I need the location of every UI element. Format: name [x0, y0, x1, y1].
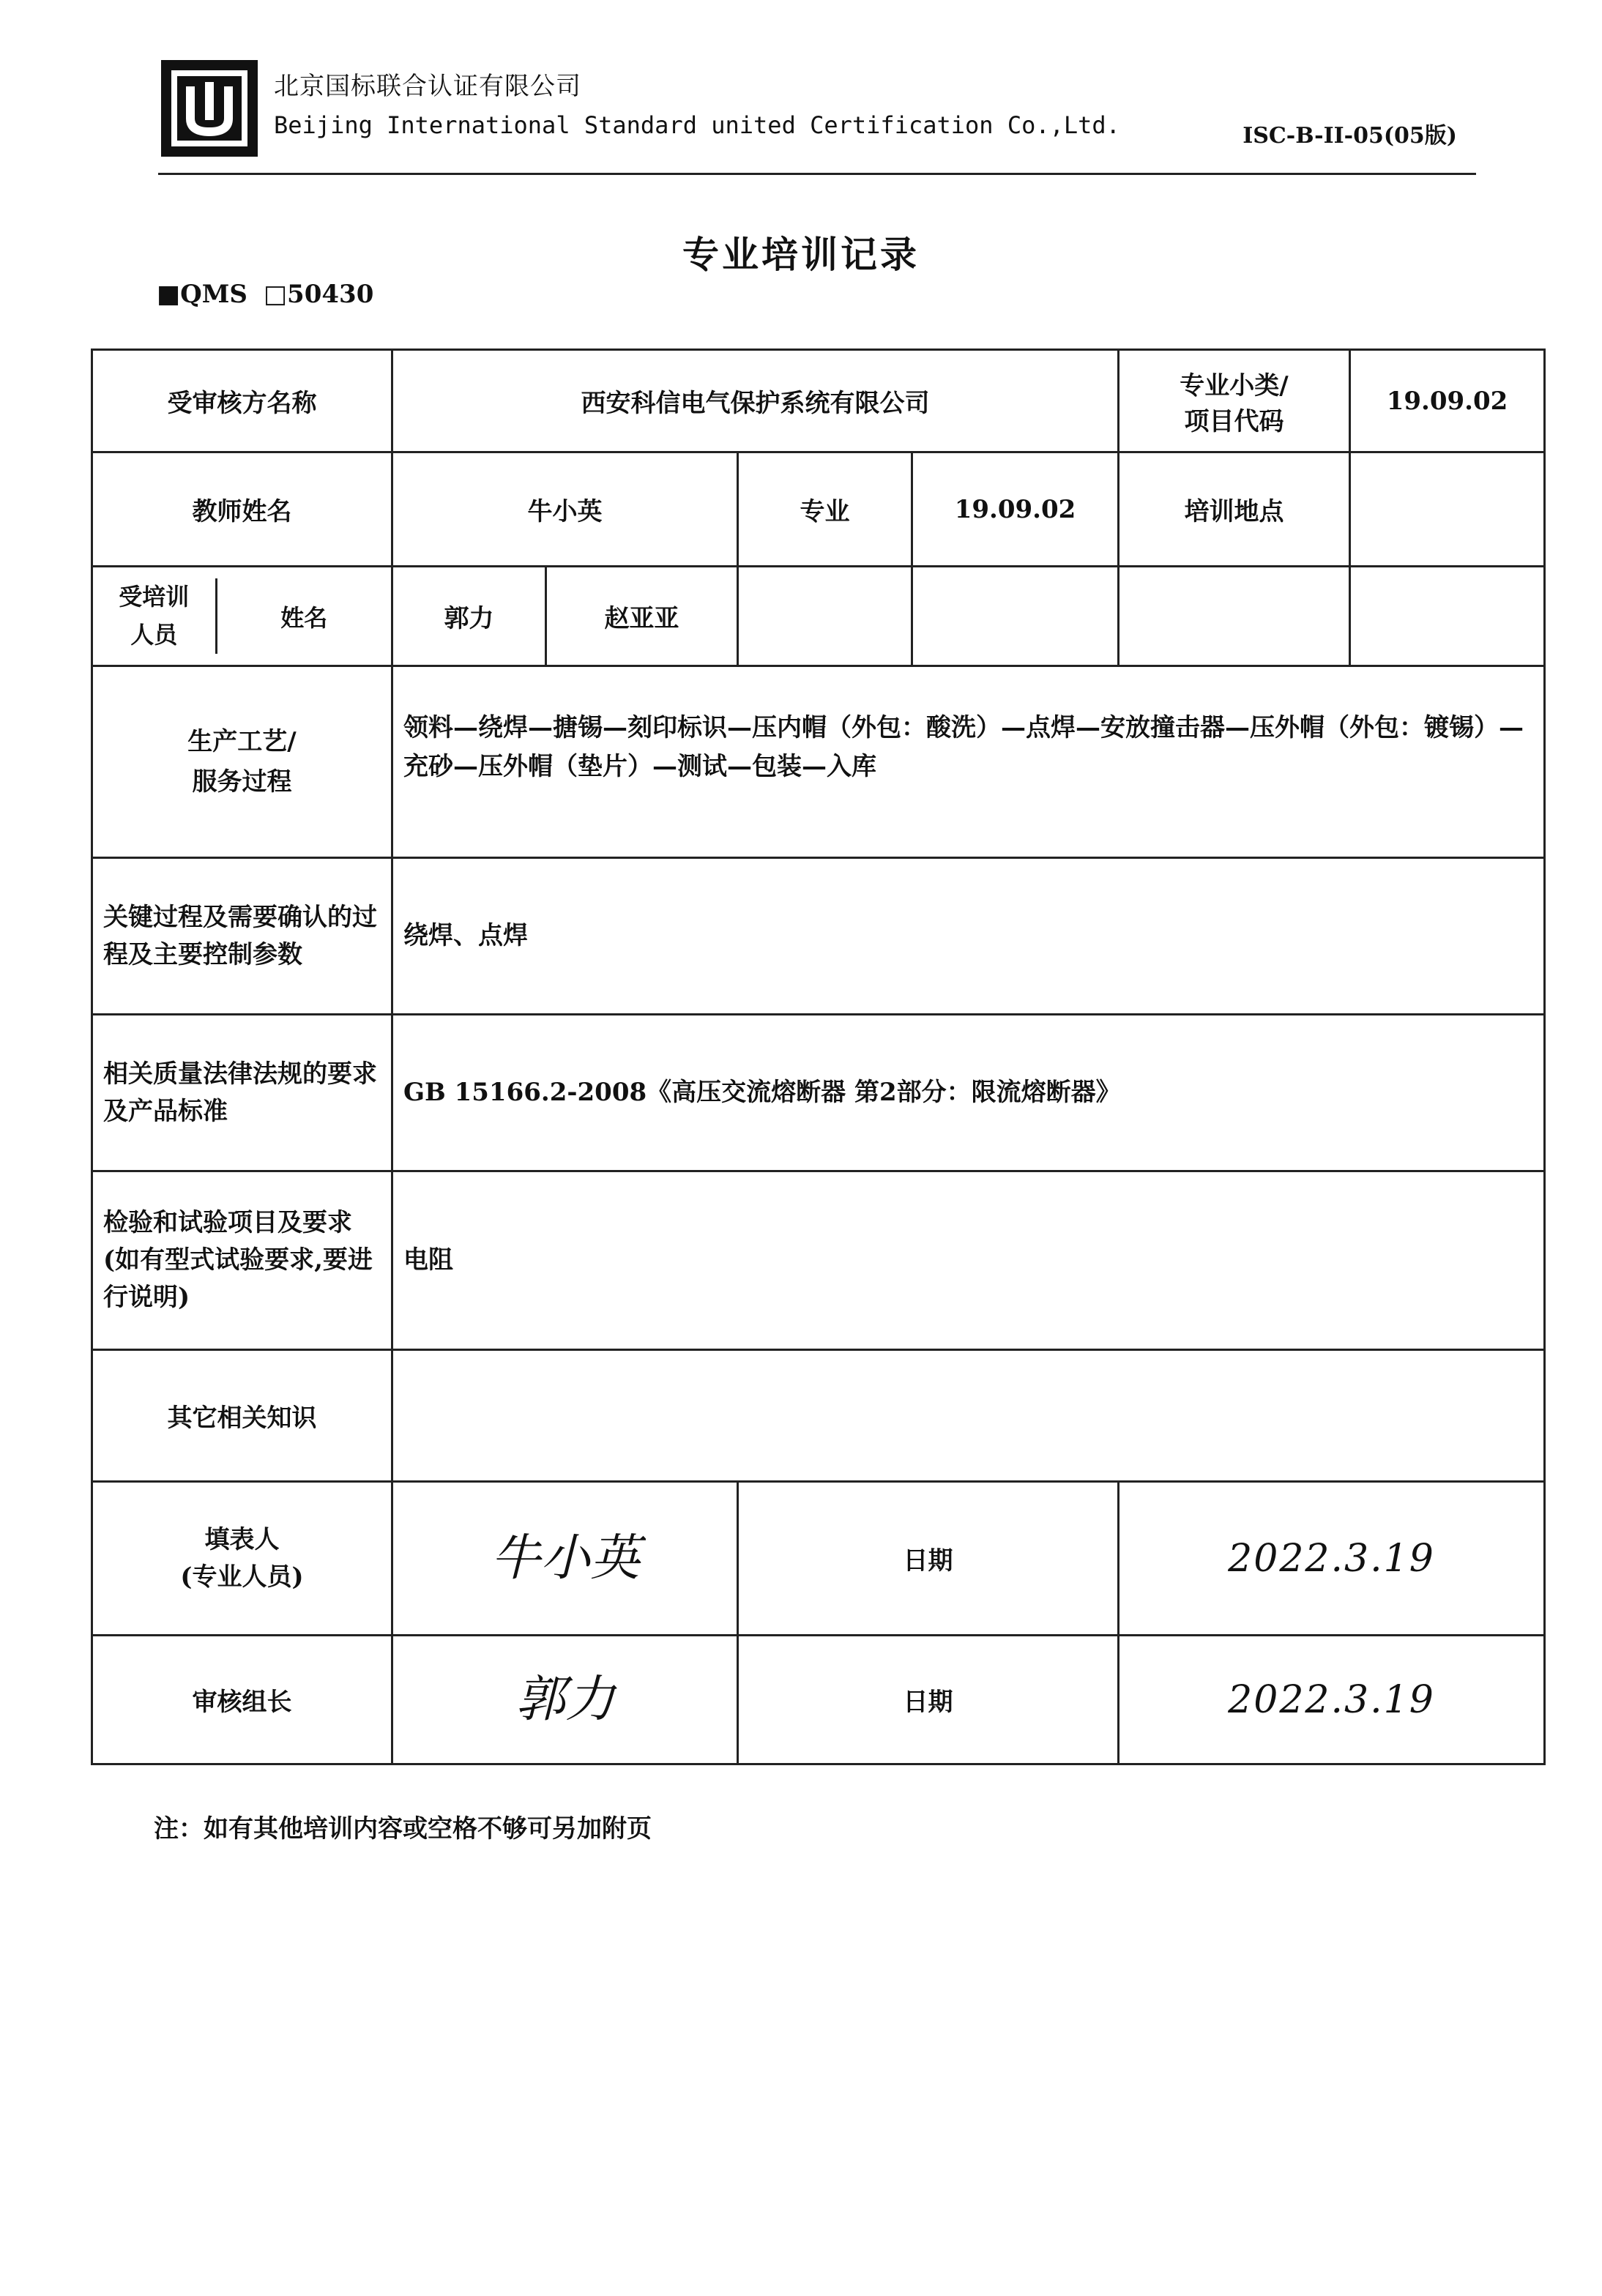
- category-label-line1: 专业小类/: [1180, 370, 1289, 400]
- teacher-value: 牛小英: [392, 452, 738, 567]
- specialty-value: 19.09.02: [912, 452, 1119, 567]
- name-label: 姓名: [216, 578, 391, 653]
- org-name-en: Beijing International Standard united Certification Co.,Ltd.: [274, 111, 1120, 139]
- training-record-table: [91, 348, 1546, 1765]
- filler-date-label: 日期: [738, 1482, 1119, 1636]
- footnote: 注：如有其他培训内容或空格不够可另加附页: [154, 1814, 652, 1844]
- inspection-value: 电阻: [392, 1171, 1545, 1350]
- regulation-value: GB 15166.2-2008《高压交流熔断器 第2部分：限流熔断器》: [392, 1015, 1545, 1171]
- leader-label: 审核组长: [92, 1636, 392, 1764]
- row-other: [92, 1350, 1545, 1482]
- process-label-line2: 服务过程: [192, 767, 292, 797]
- filler-signature-icon: [485, 1515, 646, 1595]
- filler-date: [1119, 1482, 1545, 1636]
- row-process: [92, 666, 1545, 858]
- key-process-value: 绕焊、点焊: [392, 858, 1545, 1015]
- specialty-label: 专业: [738, 452, 912, 567]
- certification-logo-icon: [158, 57, 261, 160]
- process-label-line1: 生产工艺/: [187, 727, 297, 757]
- other-value: [392, 1350, 1545, 1482]
- other-label: 其它相关知识: [92, 1350, 392, 1482]
- teacher-label: 教师姓名: [92, 452, 392, 567]
- trainee-3: [738, 567, 912, 666]
- document-title: 专业培训记录: [682, 233, 920, 276]
- leader-date: [1119, 1636, 1545, 1764]
- svg-text:牛小英: 牛小英: [490, 1529, 640, 1587]
- trainee-4: [912, 567, 1119, 666]
- trainees-label-cell: [92, 567, 392, 666]
- process-value: 领料—绕焊—搪锡—刻印标识—压内帽（外包：酸洗）—点焊—安放撞击器—压外帽（外包：镀锡）—充砂—压外帽（垫片）—测试—包装—入库: [392, 666, 1545, 858]
- row-regulation: [92, 1015, 1545, 1171]
- scheme-checkboxes: [157, 280, 373, 309]
- row-filler: [92, 1482, 1545, 1636]
- row-auditee: [92, 350, 1545, 452]
- auditee-value: 西安科信电气保护系统有限公司: [392, 350, 1119, 452]
- svg-text:郭力: 郭力: [515, 1671, 615, 1729]
- leader-signature-icon: [485, 1656, 646, 1737]
- inspection-label: 检验和试验项目及要求(如有型式试验要求,要进行说明): [92, 1171, 392, 1350]
- row-teacher: [92, 452, 1545, 567]
- filler-label-line1: 填表人: [204, 1524, 280, 1554]
- trainee-5: [1119, 567, 1350, 666]
- org-name-cn: 北京国标联合认证有限公司: [274, 72, 581, 101]
- key-process-label: 关键过程及需要确认的过程及主要控制参数: [92, 858, 392, 1015]
- row-inspection: [92, 1171, 1545, 1350]
- trainee-1: 郭力: [392, 567, 546, 666]
- category-label-line2: 项目代码: [1184, 406, 1284, 436]
- regulation-label: 相关质量法律法规的要求及产品标准: [92, 1015, 392, 1171]
- filler-label-line2: (专业人员): [180, 1562, 304, 1592]
- form-code: ISC-B-II-05(05版): [1243, 123, 1457, 149]
- filler-date-value: 2022.3.19: [1228, 1536, 1435, 1581]
- qms-checkbox: ■QMS: [157, 280, 247, 309]
- trainees-label-line2: 人员: [130, 620, 178, 649]
- leader-date-label: 日期: [738, 1636, 1119, 1764]
- leader-signature: [392, 1636, 738, 1764]
- trainees-label-line1: 受培训: [119, 583, 190, 611]
- trainee-6: [1350, 567, 1545, 666]
- category-value: 19.09.02: [1350, 350, 1545, 452]
- row-leader: [92, 1636, 1545, 1764]
- trainees-label-split: [93, 578, 391, 653]
- filler-label: [92, 1482, 392, 1636]
- location-label: 培训地点: [1119, 452, 1350, 567]
- category-label: [1119, 350, 1350, 452]
- location-value: [1350, 452, 1545, 567]
- trainee-2: 赵亚亚: [546, 567, 738, 666]
- page-header: [158, 57, 1476, 174]
- header-divider: [158, 173, 1476, 175]
- auditee-label: 受审核方名称: [92, 350, 392, 452]
- row-key-process: [92, 858, 1545, 1015]
- filler-signature: [392, 1482, 738, 1636]
- gb50430-checkbox: □50430: [263, 280, 374, 309]
- leader-date-value: 2022.3.19: [1228, 1677, 1435, 1722]
- trainees-label: [93, 578, 216, 653]
- process-label: [92, 666, 392, 858]
- row-trainees: [92, 567, 1545, 666]
